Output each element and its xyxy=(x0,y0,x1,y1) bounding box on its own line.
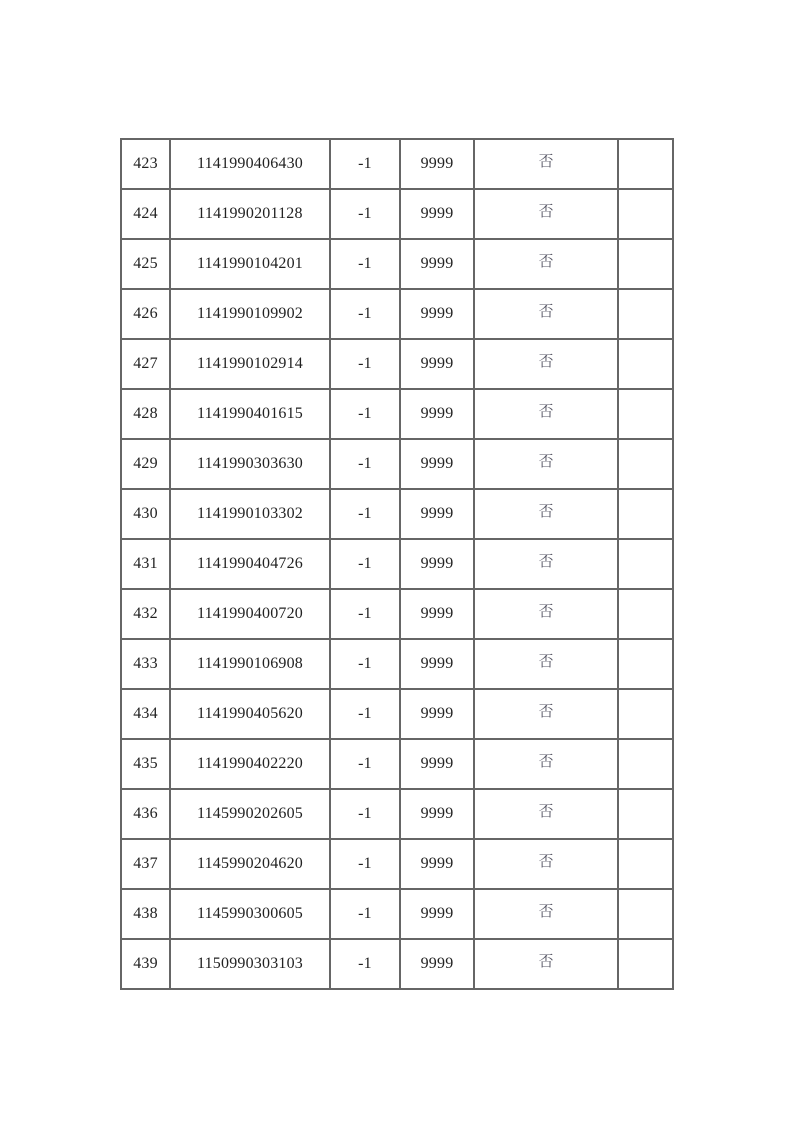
code-cell xyxy=(170,789,330,839)
code-cell xyxy=(170,389,330,439)
cell-text: 9999 xyxy=(420,605,454,622)
blank-cell xyxy=(618,339,673,389)
value2-cell xyxy=(400,439,474,489)
cell-text: 1141990103302 xyxy=(196,505,303,522)
cell-text: 436 xyxy=(133,805,158,822)
cell-text: 429 xyxy=(133,455,158,472)
value1-cell xyxy=(330,339,400,389)
value1-cell xyxy=(330,139,400,189)
table-row xyxy=(121,389,673,439)
flag-cell xyxy=(474,839,618,889)
index-cell xyxy=(121,389,170,439)
cell-text: 1141990406430 xyxy=(196,155,303,172)
blank-cell xyxy=(618,439,673,489)
code-cell xyxy=(170,839,330,889)
cell-text: 9999 xyxy=(420,705,454,722)
cell-text: 9999 xyxy=(420,305,454,322)
flag-text: 否 xyxy=(538,453,554,470)
flag-cell xyxy=(474,289,618,339)
index-cell xyxy=(121,839,170,889)
blank-cell xyxy=(618,289,673,339)
flag-cell xyxy=(474,539,618,589)
cell-text: -1 xyxy=(358,505,372,522)
cell-text: 9999 xyxy=(420,505,454,522)
flag-cell xyxy=(474,739,618,789)
code-cell xyxy=(170,639,330,689)
flag-text: 否 xyxy=(538,503,554,520)
cell-text: -1 xyxy=(358,305,372,322)
cell-text: 9999 xyxy=(420,805,454,822)
value2-cell xyxy=(400,189,474,239)
flag-text: 否 xyxy=(538,703,554,720)
flag-text: 否 xyxy=(538,953,554,970)
code-cell xyxy=(170,139,330,189)
flag-cell xyxy=(474,789,618,839)
flag-cell xyxy=(474,489,618,539)
blank-cell xyxy=(618,739,673,789)
cell-text: -1 xyxy=(358,155,372,172)
cell-text: 438 xyxy=(133,905,158,922)
table-row xyxy=(121,289,673,339)
cell-text: 426 xyxy=(133,305,158,322)
flag-text: 否 xyxy=(538,153,554,170)
cell-text: 9999 xyxy=(420,755,454,772)
flag-text: 否 xyxy=(538,203,554,220)
flag-text: 否 xyxy=(538,853,554,870)
flag-text: 否 xyxy=(538,753,554,770)
flag-text: 否 xyxy=(538,253,554,270)
cell-text: -1 xyxy=(358,455,372,472)
blank-cell xyxy=(618,589,673,639)
table-row xyxy=(121,889,673,939)
cell-text: 1141990106908 xyxy=(196,655,303,672)
cell-text: -1 xyxy=(358,555,372,572)
data-table xyxy=(120,138,674,990)
cell-text: 425 xyxy=(133,255,158,272)
cell-text: 1141990404726 xyxy=(196,555,303,572)
blank-cell xyxy=(618,139,673,189)
value2-cell xyxy=(400,939,474,989)
value1-cell xyxy=(330,389,400,439)
value2-cell xyxy=(400,689,474,739)
code-cell xyxy=(170,289,330,339)
flag-text: 否 xyxy=(538,353,554,370)
blank-cell xyxy=(618,489,673,539)
value2-cell xyxy=(400,889,474,939)
cell-text: 9999 xyxy=(420,855,454,872)
cell-text: 435 xyxy=(133,755,158,772)
cell-text: -1 xyxy=(358,605,372,622)
index-cell xyxy=(121,489,170,539)
flag-cell xyxy=(474,689,618,739)
index-cell xyxy=(121,589,170,639)
cell-text: 1141990400720 xyxy=(196,605,303,622)
cell-text: 423 xyxy=(133,155,158,172)
cell-text: 9999 xyxy=(420,905,454,922)
index-cell xyxy=(121,539,170,589)
table-body xyxy=(121,139,673,989)
cell-text: 9999 xyxy=(420,205,454,222)
flag-cell xyxy=(474,339,618,389)
cell-text: 1145990204620 xyxy=(196,855,303,872)
cell-text: 1141990402220 xyxy=(196,755,303,772)
blank-cell xyxy=(618,939,673,989)
cell-text: 432 xyxy=(133,605,158,622)
index-cell xyxy=(121,289,170,339)
flag-cell xyxy=(474,939,618,989)
cell-text: -1 xyxy=(358,955,372,972)
flag-text: 否 xyxy=(538,803,554,820)
flag-cell xyxy=(474,239,618,289)
value2-cell xyxy=(400,839,474,889)
cell-text: -1 xyxy=(358,905,372,922)
value2-cell xyxy=(400,789,474,839)
table-row xyxy=(121,639,673,689)
value2-cell xyxy=(400,339,474,389)
value1-cell xyxy=(330,539,400,589)
code-cell xyxy=(170,239,330,289)
table-row xyxy=(121,939,673,989)
value2-cell xyxy=(400,589,474,639)
flag-cell xyxy=(474,139,618,189)
flag-text: 否 xyxy=(538,603,554,620)
table-row xyxy=(121,439,673,489)
flag-cell xyxy=(474,889,618,939)
flag-text: 否 xyxy=(538,403,554,420)
cell-text: 1141990102914 xyxy=(196,355,303,372)
cell-text: -1 xyxy=(358,755,372,772)
cell-text: 9999 xyxy=(420,655,454,672)
flag-cell xyxy=(474,389,618,439)
value1-cell xyxy=(330,639,400,689)
code-cell xyxy=(170,739,330,789)
value2-cell xyxy=(400,389,474,439)
cell-text: -1 xyxy=(358,805,372,822)
value1-cell xyxy=(330,939,400,989)
index-cell xyxy=(121,189,170,239)
cell-text: 1141990405620 xyxy=(196,705,303,722)
value2-cell xyxy=(400,539,474,589)
cell-text: 9999 xyxy=(420,155,454,172)
flag-cell xyxy=(474,639,618,689)
cell-text: -1 xyxy=(358,355,372,372)
index-cell xyxy=(121,739,170,789)
table-row xyxy=(121,189,673,239)
cell-text: 9999 xyxy=(420,255,454,272)
cell-text: 439 xyxy=(133,955,158,972)
flag-text: 否 xyxy=(538,653,554,670)
cell-text: -1 xyxy=(358,705,372,722)
table-row xyxy=(121,539,673,589)
blank-cell xyxy=(618,389,673,439)
cell-text: 9999 xyxy=(420,555,454,572)
value2-cell xyxy=(400,139,474,189)
cell-text: 424 xyxy=(133,205,158,222)
cell-text: -1 xyxy=(358,205,372,222)
value1-cell xyxy=(330,289,400,339)
value1-cell xyxy=(330,789,400,839)
blank-cell xyxy=(618,789,673,839)
value1-cell xyxy=(330,439,400,489)
table-row xyxy=(121,689,673,739)
cell-text: 431 xyxy=(133,555,158,572)
cell-text: -1 xyxy=(358,405,372,422)
blank-cell xyxy=(618,189,673,239)
index-cell xyxy=(121,689,170,739)
cell-text: 1145990300605 xyxy=(196,905,303,922)
code-cell xyxy=(170,439,330,489)
blank-cell xyxy=(618,689,673,739)
index-cell xyxy=(121,239,170,289)
code-cell xyxy=(170,539,330,589)
index-cell xyxy=(121,439,170,489)
flag-cell xyxy=(474,439,618,489)
index-cell xyxy=(121,889,170,939)
index-cell xyxy=(121,139,170,189)
code-cell xyxy=(170,589,330,639)
table-row xyxy=(121,789,673,839)
cell-text: 1150990303103 xyxy=(196,955,303,972)
blank-cell xyxy=(618,539,673,589)
cell-text: 434 xyxy=(133,705,158,722)
blank-cell xyxy=(618,889,673,939)
value1-cell xyxy=(330,889,400,939)
blank-cell xyxy=(618,839,673,889)
blank-cell xyxy=(618,639,673,689)
flag-text: 否 xyxy=(538,303,554,320)
table-row xyxy=(121,839,673,889)
cell-text: -1 xyxy=(358,855,372,872)
index-cell xyxy=(121,639,170,689)
cell-text: 1141990104201 xyxy=(196,255,303,272)
cell-text: 437 xyxy=(133,855,158,872)
blank-cell xyxy=(618,239,673,289)
value1-cell xyxy=(330,189,400,239)
table-row xyxy=(121,589,673,639)
code-cell xyxy=(170,489,330,539)
cell-text: -1 xyxy=(358,655,372,672)
cell-text: 9999 xyxy=(420,405,454,422)
flag-cell xyxy=(474,589,618,639)
cell-text: 433 xyxy=(133,655,158,672)
flag-text: 否 xyxy=(538,903,554,920)
cell-text: 1141990401615 xyxy=(196,405,303,422)
table-row xyxy=(121,739,673,789)
index-cell xyxy=(121,939,170,989)
cell-text: 1145990202605 xyxy=(196,805,303,822)
flag-cell xyxy=(474,189,618,239)
cell-text: 1141990109902 xyxy=(196,305,303,322)
index-cell xyxy=(121,339,170,389)
value2-cell xyxy=(400,739,474,789)
code-cell xyxy=(170,689,330,739)
cell-text: -1 xyxy=(358,255,372,272)
value1-cell xyxy=(330,489,400,539)
value2-cell xyxy=(400,289,474,339)
value1-cell xyxy=(330,739,400,789)
table-row xyxy=(121,139,673,189)
code-cell xyxy=(170,339,330,389)
cell-text: 428 xyxy=(133,405,158,422)
cell-text: 427 xyxy=(133,355,158,372)
cell-text: 430 xyxy=(133,505,158,522)
code-cell xyxy=(170,189,330,239)
flag-text: 否 xyxy=(538,553,554,570)
cell-text: 9999 xyxy=(420,355,454,372)
value2-cell xyxy=(400,489,474,539)
table-row xyxy=(121,339,673,389)
value1-cell xyxy=(330,839,400,889)
code-cell xyxy=(170,889,330,939)
value2-cell xyxy=(400,639,474,689)
value1-cell xyxy=(330,589,400,639)
value1-cell xyxy=(330,689,400,739)
table-row xyxy=(121,239,673,289)
cell-text: 1141990201128 xyxy=(197,205,303,222)
cell-text: 9999 xyxy=(420,955,454,972)
index-cell xyxy=(121,789,170,839)
value1-cell xyxy=(330,239,400,289)
value2-cell xyxy=(400,239,474,289)
cell-text: 1141990303630 xyxy=(196,455,303,472)
cell-text: 9999 xyxy=(420,455,454,472)
code-cell xyxy=(170,939,330,989)
table-row xyxy=(121,489,673,539)
